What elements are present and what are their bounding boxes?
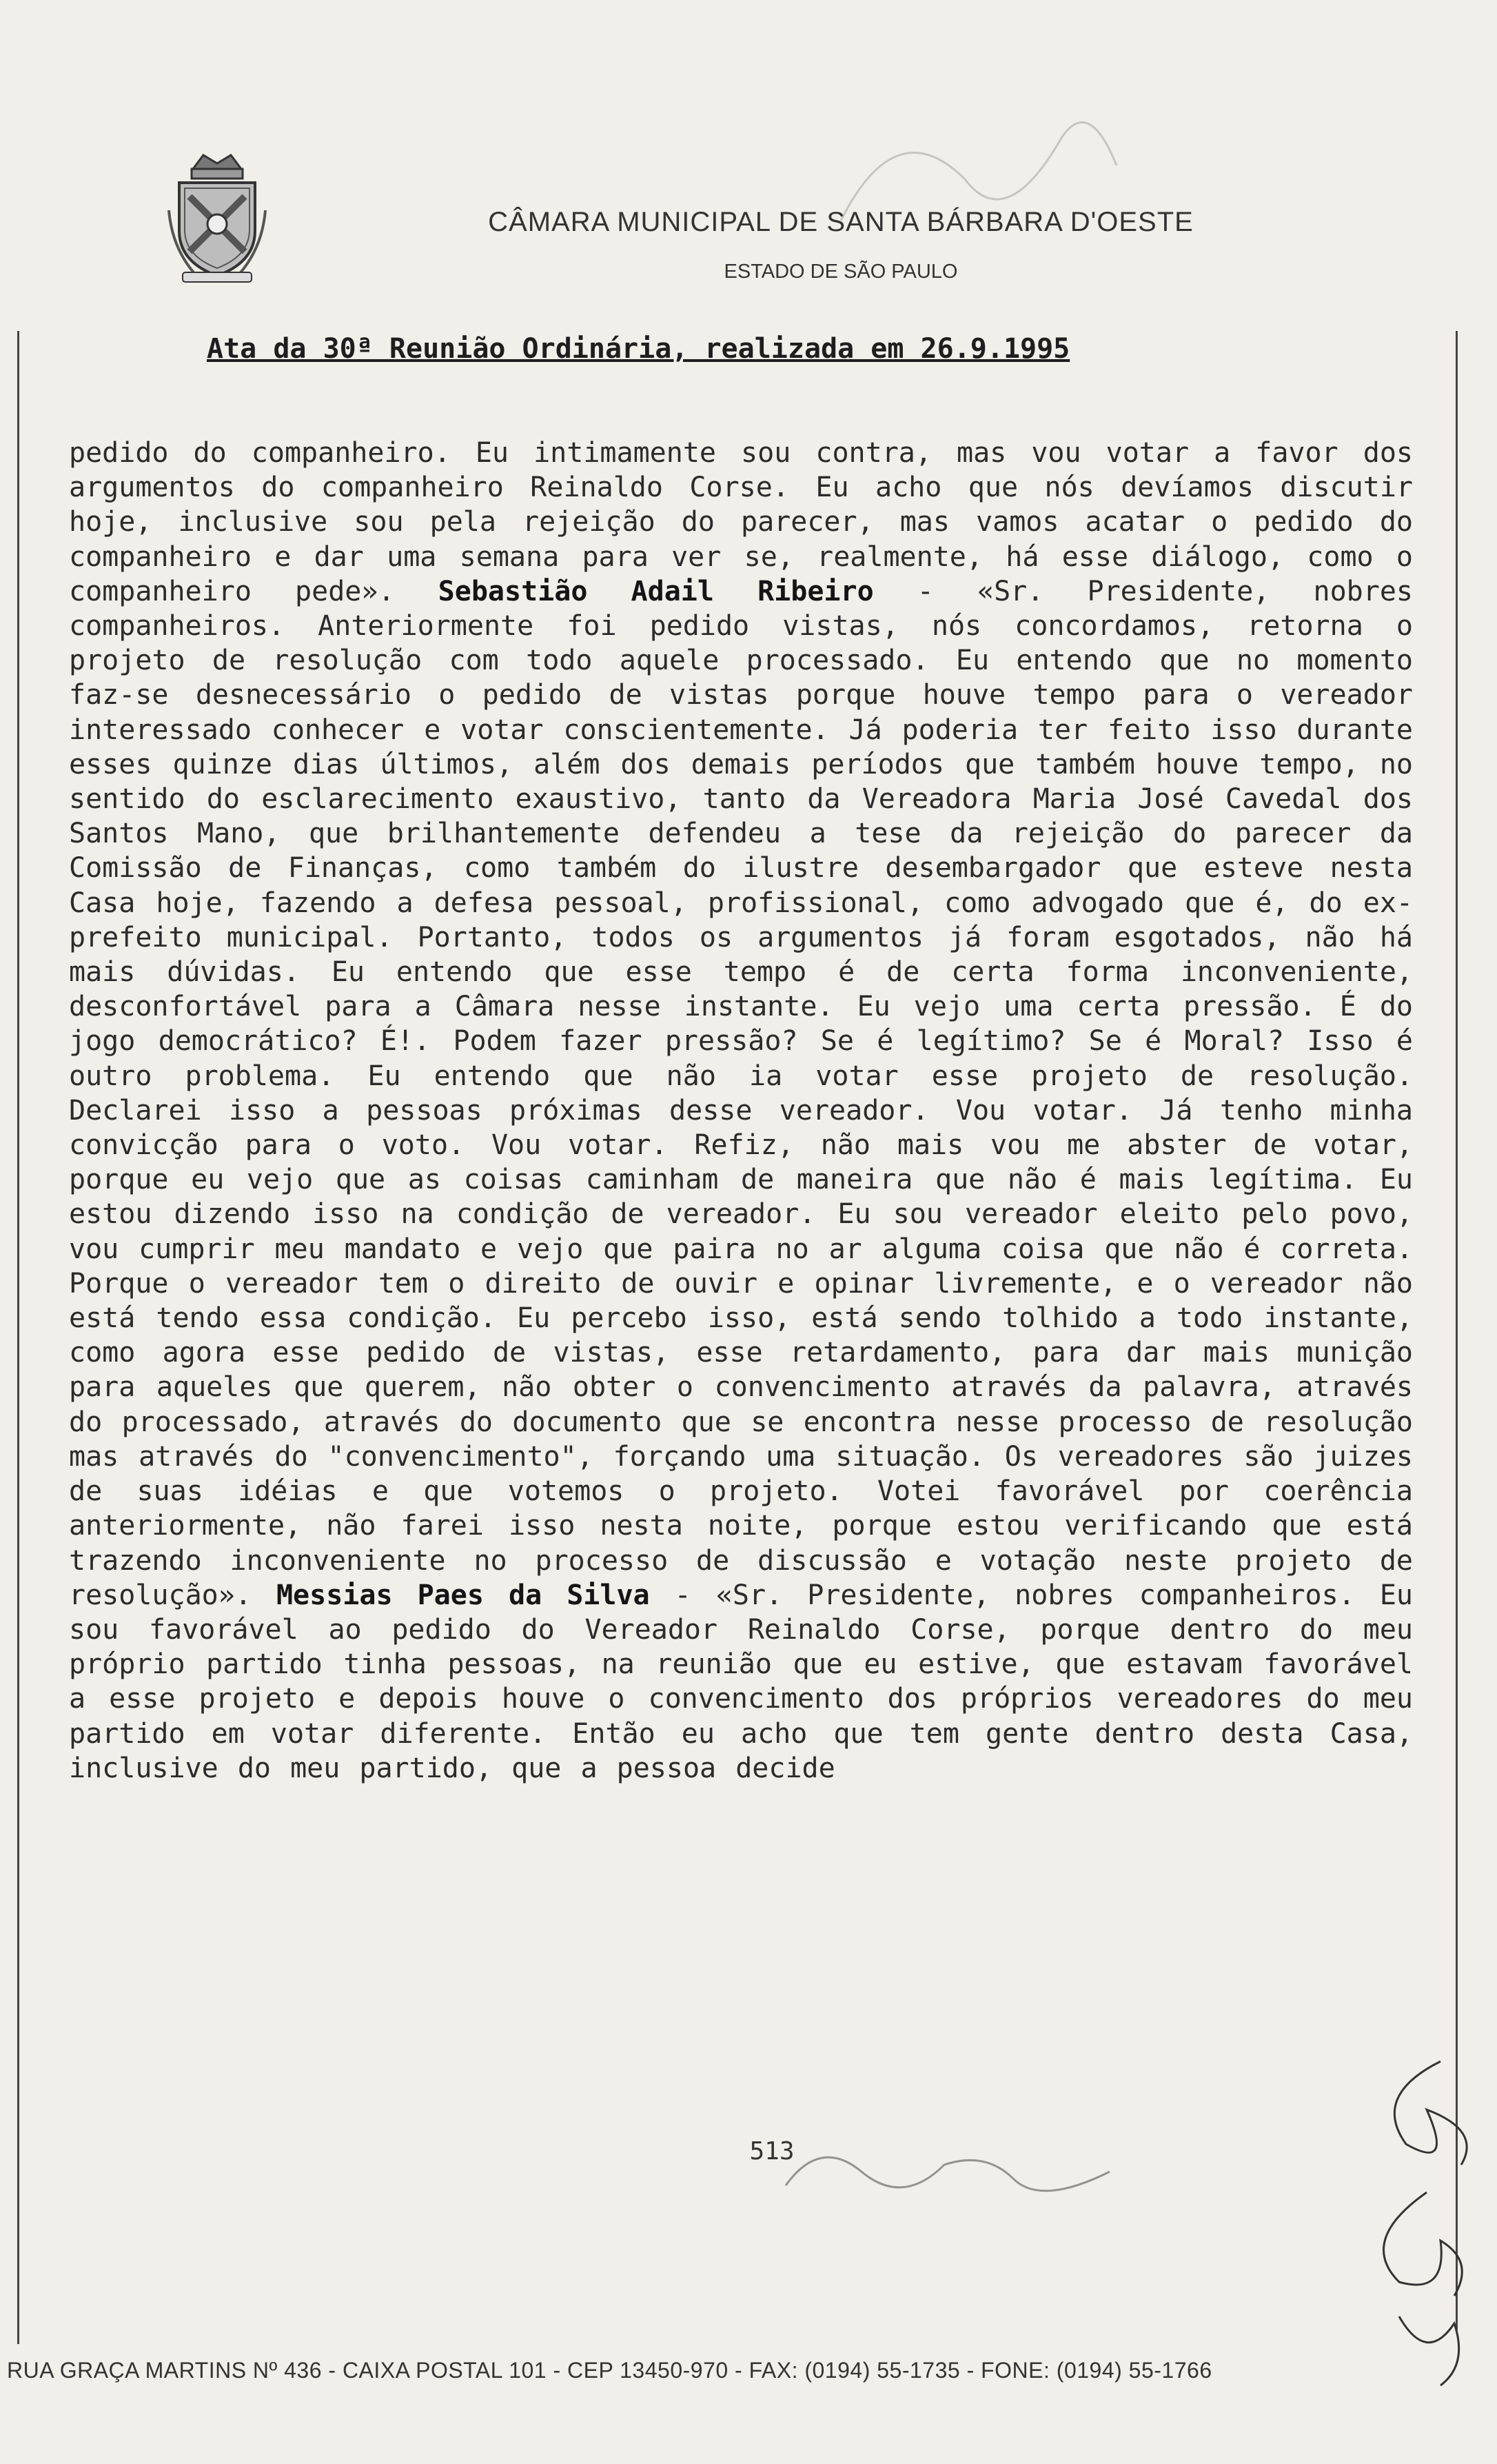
- signature-scribble-right: [1344, 2034, 1496, 2392]
- paragraph-text: - «Sr. Presidente, nobres companheiros. Anteriormente foi pedido vistas, nós concordamos, retorna o projeto de resolução com todo aquele processado. Eu entendo que no momento faz-se desnecessário o pedido de vistas porque houve tempo para o vereador interessado conhecer e votar conscientemente. Já poderia ter feito isso durante esses quinze dias últimos, além dos demais períodos que também houve tempo, no sentido do esclarecimento exaustivo, tanto da Vereadora Maria José Cavedal dos Santos Mano, que brilhantemente defendeu a tese da rejeição do parecer da Comissão de Finanças, como também do ilustre desembargador que esteve nesta Casa hoje, fazendo a defesa pessoal, profissional, como advogado que é, do ex-prefeito municipal. Portanto, todos os argumentos já foram esgotados, não há mais dúvidas. Eu entendo que esse tempo é de certa forma inconveniente, desconfortável para a Câmara nesse instante. Eu vejo uma certa pressão. É do jogo democrático? É!. Podem fazer pressão? Se é legítimo? Se é Moral? Isso é outro problema. Eu entendo que não ia votar esse projeto de resolução. Declarei isso a pessoas próximas desse vereador. Vou votar. Já tenho minha convicção para o voto. Vou votar. Refiz, não mais vou me abster de votar, porque eu vejo que as coisas caminham de maneira que não é mais legítima. Eu estou dizendo isso na condição de vereador. Eu sou vereador eleito pelo povo, vou cumprir meu mandato e vejo que paira no ar alguma coisa que não é correta. Porque o vereador tem o direito de ouvir e opinar livremente, e o vereador não está tendo essa condição. Eu percebo isso, está sendo tolhido a todo instante, como agora esse pedido de vistas, esse retardamento, para dar mais munição para aqueles que querem, não obter o convencimento através da palavra, através do processado, através do documento que se encontra nesse processo de resolução mas através do "convencimento", forçando uma situação. Os vereadores são juizes de suas idéias e que votemos o projeto. Votei favorável por coerência anteriormente, não farei isso nesta noite, porque estou verificando que está trazendo inconveniente no processo de discussão e votação neste projeto de resolução».: [69, 575, 1414, 1611]
- coat-of-arms-icon: [165, 148, 269, 286]
- minutes-body: [69, 436, 1413, 1786]
- page-number: 513: [749, 2137, 795, 2165]
- institution-subtitle: ESTADO DE SÃO PAULO: [724, 261, 958, 283]
- left-border-line: [17, 331, 19, 2344]
- speaker-name: Sebastião Adail Ribeiro: [438, 575, 874, 607]
- institution-title: CÂMARA MUNICIPAL DE SANTA BÁRBARA D'OESTE: [488, 207, 1194, 237]
- footer-address: RUA GRAÇA MARTINS Nº 436 - CAIXA POSTAL 101 - CEP 13450-970 - FAX: (0194) 55-1735 - FONE: (0194) 55-1766: [7, 2358, 1212, 2383]
- speaker-name: Messias Paes da Silva: [276, 1579, 650, 1611]
- right-border-line: [1456, 331, 1458, 2330]
- paragraph-text: pedido do companheiro. Eu intimamente sou contra, mas vou votar a favor dos argumentos do companheiro Reinaldo Corse. Eu acho que nós devíamos discutir hoje, inclusive sou pela rejeição do parecer, mas vamos acatar o pedido do companheiro e dar uma semana para ver se, realmente, há esse diálogo, como o companheiro pede».: [69, 437, 1413, 607]
- signature-scribble-bottom: [779, 2123, 1137, 2206]
- paragraph-text: - «Sr. Presidente, nobres companheiros. Eu sou favorável ao pedido do Vereador Reinaldo Corse, porque dentro do meu próprio partido tinha pessoas, na reunião que eu estive, que estavam favorável a esse projeto e depois houve o convencimento dos próprios vereadores do meu partido em votar diferente. Então eu acho que tem gente dentro desta Casa, inclusive do meu partido, que a pessoa decide: [69, 1579, 1414, 1784]
- minutes-title: Ata da 30ª Reunião Ordinária, realizada em 26.9.1995: [207, 333, 1070, 365]
